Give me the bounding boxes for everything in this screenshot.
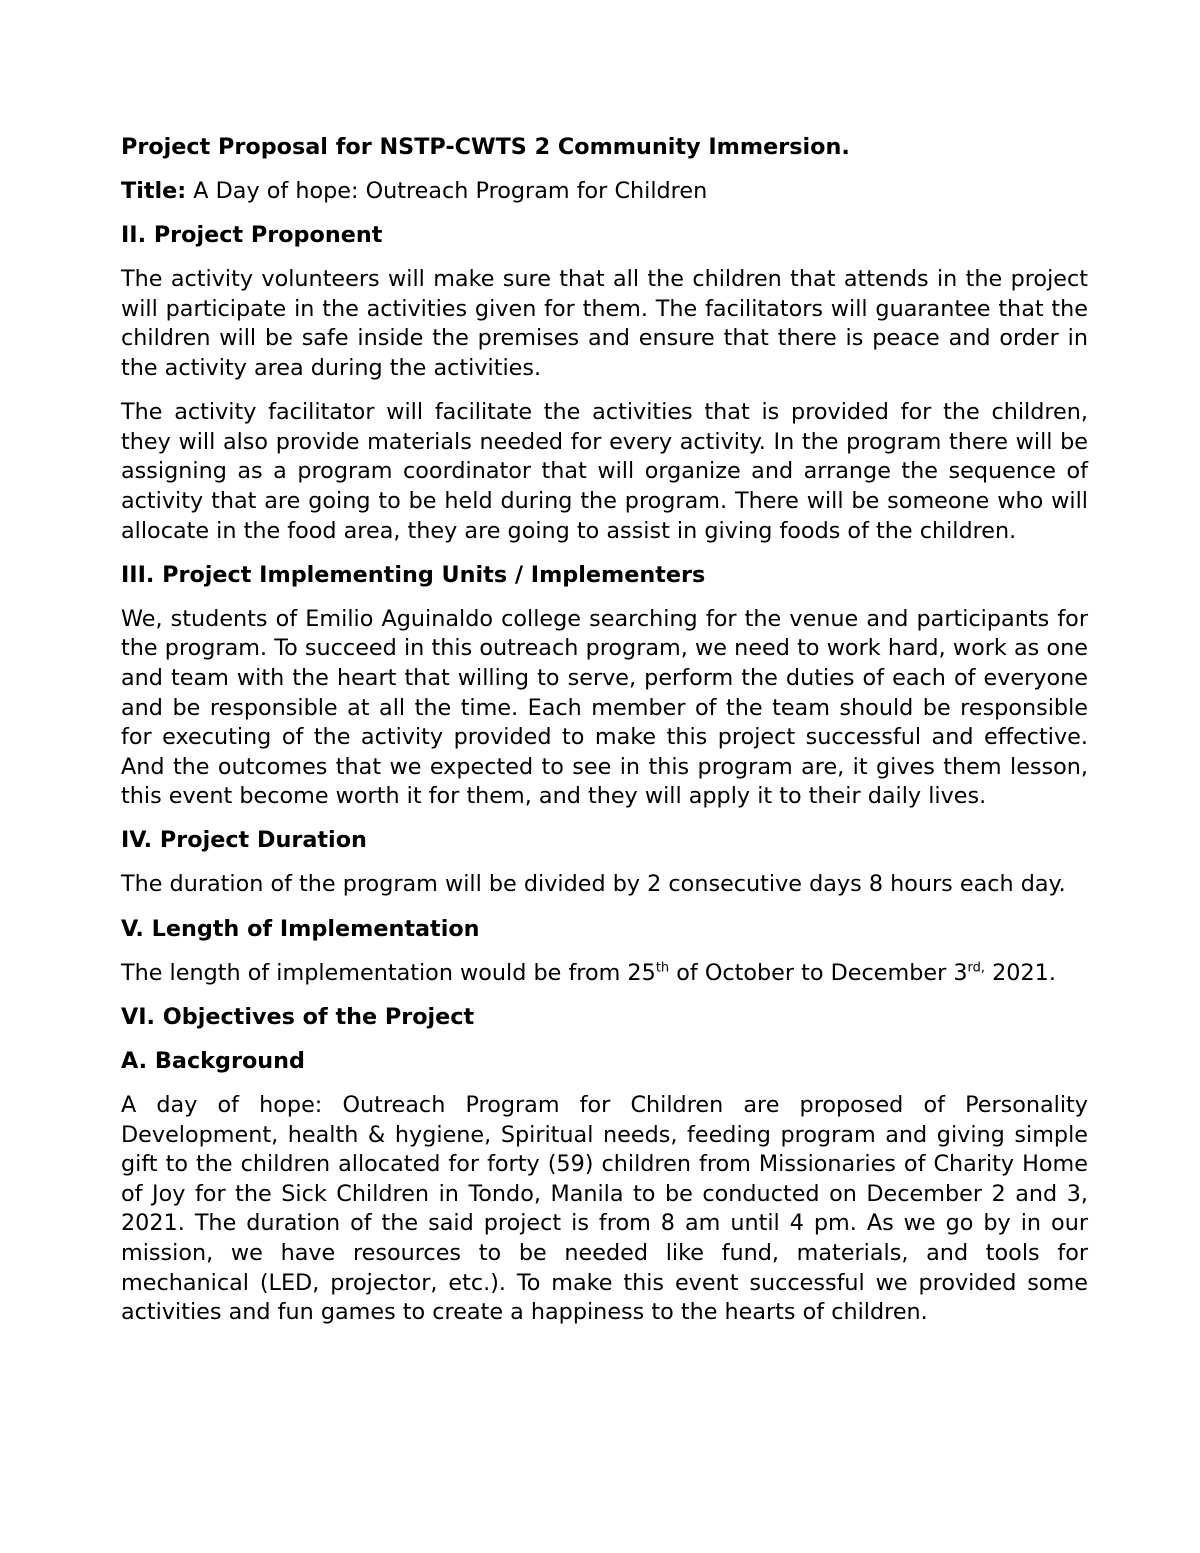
length-superscript-2: rd, [967,960,986,976]
length-text-part-3: 2021. [985,959,1056,986]
implementers-paragraph: We, students of Emilio Aguinaldo college searching for the venue and participants for the program. To succeed in this outreach program, we need to work hard, work as one and team with the heart that willing to serve, perform the duties of each of everyone and be responsible at all the time. Each member of the team should be responsible for executing of the activity provided to make this project successful and effective. And the outcomes that we expected to see in this program are, it gives them lesson, this event become worth it for them, and they will apply it to their daily lives. [121,605,1088,810]
title-label: Title: [121,178,187,205]
section-heading-objectives: VI. Objectives of the Project [121,1003,475,1030]
length-paragraph [121,959,1088,989]
subsection-heading-background: A. Background [121,1047,305,1074]
proponent-paragraph-1: The activity volunteers will make sure that all the children that attends in the project will participate in the activities given for them. The facilitators will guarantee that the children will be safe inside the premises and ensure that there is peace and order in the activity area during the activities. [121,266,1088,382]
document-title: Project Proposal for NSTP-CWTS 2 Community Immersion. [121,134,850,160]
duration-paragraph: The duration of the program will be divided by 2 consecutive days 8 hours each day. [121,871,1066,898]
section-heading-length: V. Length of Implementation [121,915,480,942]
title-value: A Day of hope: Outreach Program for Children [186,178,708,205]
document-page [121,133,1088,1342]
section-heading-duration: IV. Project Duration [121,827,367,854]
section-heading-proponent: II. Project Proponent [121,222,383,249]
length-text-part-2: of October to December 3 [669,959,968,986]
section-heading-implementers: III. Project Implementing Units / Implementers [121,561,706,588]
length-text-part-1: The length of implementation would be from 25 [121,959,656,986]
length-superscript-1: th [655,960,670,976]
background-paragraph: A day of hope: Outreach Program for Children are proposed of Personality Development, health & hygiene, Spiritual needs, feeding program and giving simple gift to the children allocated for forty (59) children from Missionaries of Charity Home of Joy for the Sick Children in Tondo, Manila to be conducted on December 2 and 3, 2021. The duration of the said project is from 8 am until 4 pm. As we go by in our mission, we have resources to be needed like fund, materials, and tools for mechanical (LED, projector, etc.). To make this event successful we provided some activities and fun games to create a happiness to the hearts of children. [121,1091,1088,1326]
project-title-line [121,177,1088,207]
proponent-paragraph-2: The activity facilitator will facilitate the activities that is provided for the children, they will also provide materials needed for every activity. In the program there will be assigning as a program coordinator that will organize and arrange the sequence of activity that are going to be held during the program. There will be someone who will allocate in the food area, they are going to assist in giving foods of the children. [121,399,1088,544]
